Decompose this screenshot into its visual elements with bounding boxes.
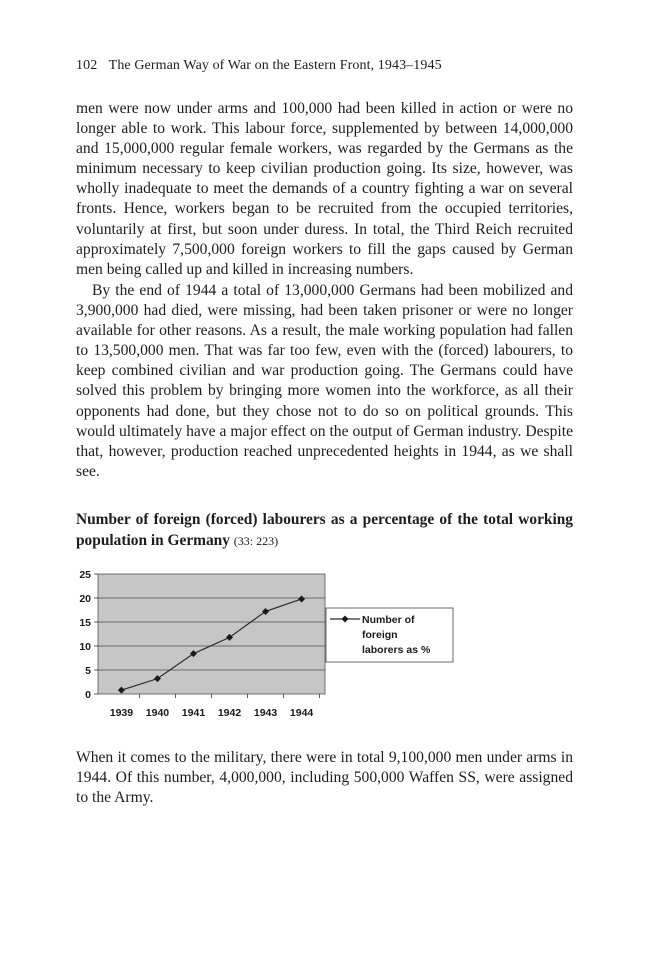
x-axis-ticks (110, 694, 320, 719)
x-tick-label: 1942 (217, 707, 242, 719)
y-axis-ticks (79, 569, 98, 701)
x-tick-label: 1944 (289, 707, 314, 719)
legend-label-line-3: laborers as % (362, 644, 431, 656)
x-tick-label: 1939 (109, 707, 134, 719)
running-header (76, 58, 442, 74)
figure-caption-text: Number of foreign (forced) labourers as a percentage of the total working population in Germany (76, 511, 573, 549)
y-tick-label: 15 (79, 617, 91, 629)
figure-source: (33: 223) (233, 534, 279, 548)
y-tick-label: 25 (79, 569, 91, 581)
y-tick-label: 10 (79, 641, 91, 653)
legend-label-line-1: Number of (362, 614, 415, 626)
paragraph-3: When it comes to the military, there were in total 9,100,000 men under arms in 1944. Of this number, 4,000,000, including 500,000 Waffen SS, were assigned to the Army. (76, 749, 573, 807)
running-title: The German Way of War on the Eastern Front, 1943–1945 (108, 58, 442, 73)
plot-area (98, 574, 325, 694)
paragraph-1: men were now under arms and 100,000 had been killed in action or were no longer able to work. This labour force, supplemented by between 14,000,000 and 15,000,000 regular female workers, was regarded by the Germans as the minimum necessary to keep civilian production going. Its size, however, was wholly inadequate to meet the demands of a country fighting a war on several fronts. Hence, workers began to be recruited from the occupied territories, voluntarily at first, but soon under duress. In total, the Third Reich recruited approximately 7,500,000 foreign workers to fill the gaps caused by German men being called up and killed in increasing numbers. (76, 100, 573, 278)
x-tick-label: 1941 (181, 707, 206, 719)
paragraph-2: By the end of 1944 a total of 13,000,000 Germans had been mobilized and 3,900,000 had died, were missing, had been taken prisoner or were no longer available for other reasons. As a result, the male working population had fallen to 13,500,000 men. That was far too few, even with the (forced) labourers, to keep combined civilian and war production going. The Germans could have solved this problem by bringing more women into the workforce, as all their opponents had done, but they chose not to do so on political grounds. This would ultimately have a major effect on the output of German industry. Despite that, however, production reached unprecedented heights in 1944, as we shall see. (76, 282, 573, 480)
page-number: 102 (76, 58, 98, 73)
x-tick-label: 1943 (253, 707, 278, 719)
foreign-labourers-chart (68, 564, 468, 729)
x-tick-label: 1940 (145, 707, 170, 719)
legend (326, 608, 453, 662)
y-tick-label: 5 (85, 665, 91, 677)
legend-label-line-2: foreign (362, 629, 398, 641)
y-tick-label: 0 (85, 689, 91, 701)
figure-caption (76, 509, 573, 552)
y-tick-label: 20 (79, 593, 91, 605)
